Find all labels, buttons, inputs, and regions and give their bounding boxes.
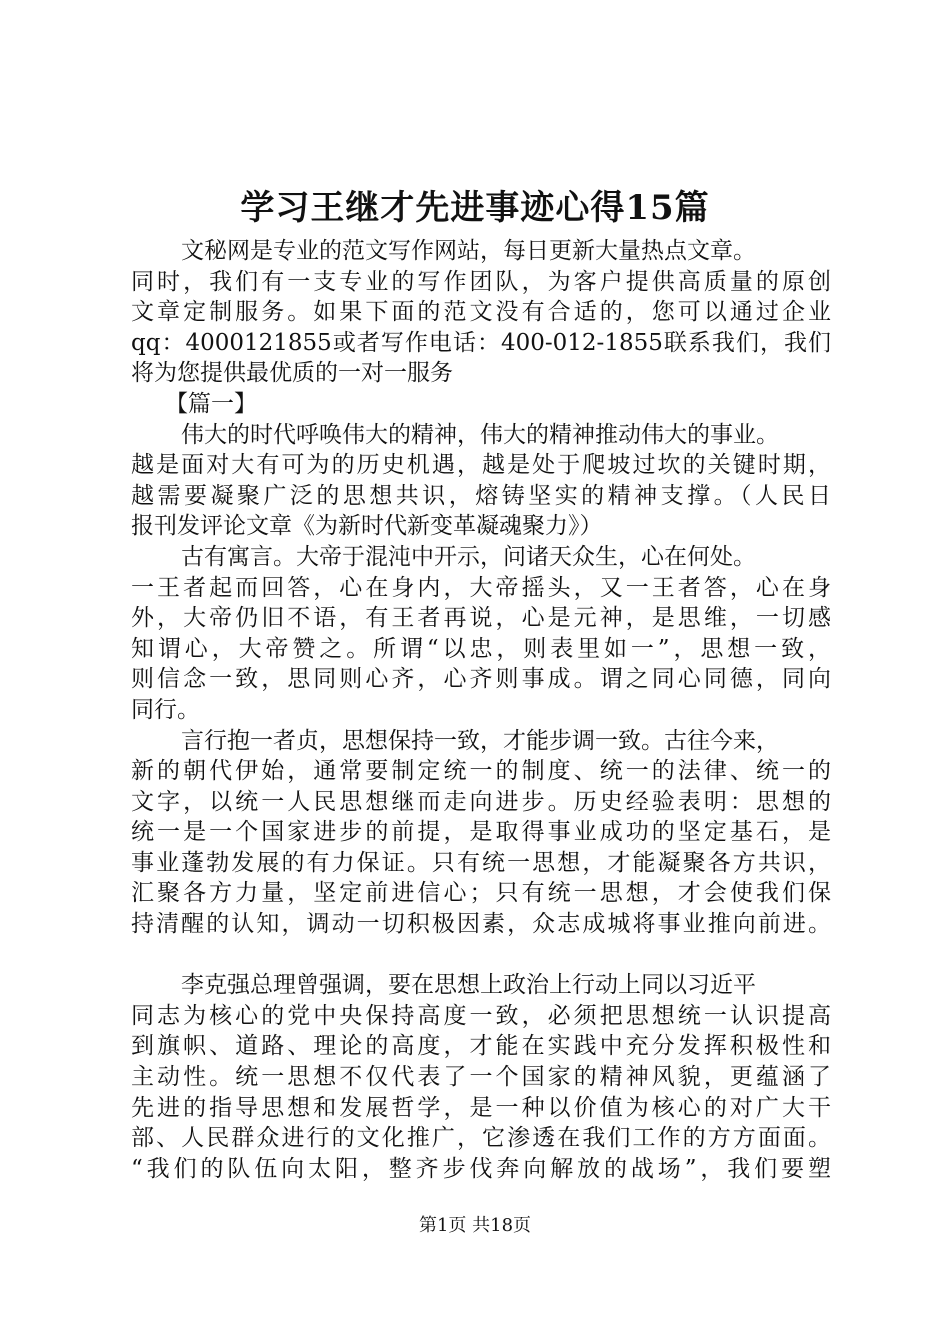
paragraph-line: 报刊发评论文章《为新时代新变革凝魂聚力》） xyxy=(131,513,603,540)
paragraph-line: 部、人民群众进行的文化推广，它渗透在我们工作的方方面面。 xyxy=(131,1125,831,1152)
paragraph-line: 言行抱一者贞，思想保持一致，才能步调一致。古往今来， xyxy=(181,727,779,754)
paragraph-line: 文字，以统一人民思想继而走向进步。历史经验表明：思想的 xyxy=(131,788,831,815)
paragraph-line: 则信念一致，思同则心齐，心齐则事成。谓之同心同德，同向 xyxy=(131,666,831,693)
paragraph-line: 新的朝代伊始，通常要制定统一的制度、统一的法律、统一的 xyxy=(131,758,831,785)
section-heading: 【篇一】 xyxy=(165,390,257,417)
paragraph-line: 文章定制服务。如果下面的范文没有合适的，您可以通过企业 xyxy=(131,299,831,326)
paragraph-line: 一王者起而回答，心在身内，大帝摇头，又一王者答，心在身 xyxy=(131,574,831,601)
paragraph-line: 到旗帜、道路、理论的高度，才能在实践中充分发挥积极性和 xyxy=(131,1033,831,1060)
paragraph-line: 越需要凝聚广泛的思想共识，熔铸坚实的精神支撑。（人民日 xyxy=(131,482,831,509)
paragraph-line: 外，大帝仍旧不语，有王者再说，心是元神，是思维，一切感 xyxy=(131,605,831,632)
paragraph-line: 同志为核心的党中央保持高度一致，必须把思想统一认识提高 xyxy=(131,1002,831,1029)
paragraph-line: 古有寓言。大帝于混沌中开示，问诸天众生，心在何处。 xyxy=(181,543,756,570)
blank-line xyxy=(131,940,831,971)
page-number: 第1页 共18页 xyxy=(418,1215,532,1236)
paragraph-line: 统一是一个国家进步的前提，是取得事业成功的坚定基石，是 xyxy=(131,819,831,846)
document-body xyxy=(131,236,831,1184)
paragraph-line: 汇聚各方力量，坚定前进信心；只有统一思想，才会使我们保 xyxy=(131,880,831,907)
paragraph-line: 伟大的时代呼唤伟大的精神，伟大的精神推动伟大的事业。 xyxy=(181,421,779,448)
document-title: 学习王继才先进事迹心得15篇 xyxy=(240,188,710,228)
paragraph-line: “我们的队伍向太阳，整齐步伐奔向解放的战场”，我们要塑 xyxy=(131,1155,831,1182)
paragraph-line: 李克强总理曾强调，要在思想上政治上行动上同以习近平 xyxy=(181,972,756,999)
paragraph-line: 先进的指导思想和发展哲学，是一种以价值为核心的对广大干 xyxy=(131,1094,831,1121)
paragraph-line: 越是面对大有可为的历史机遇，越是处于爬坡过坎的关键时期， xyxy=(131,452,831,479)
paragraph-line: 持清醒的认知，调动一切积极因素，众志成城将事业推向前进。 xyxy=(131,911,831,938)
paragraph-line: 事业蓬勃发展的有力保证。只有统一思想，才能凝聚各方共识， xyxy=(131,849,831,876)
paragraph-line: qq：4000121855或者写作电话：400-012-1855联系我们，我们 xyxy=(131,329,831,356)
paragraph-line: 将为您提供最优质的一对一服务 xyxy=(131,360,453,387)
paragraph-line: 同时，我们有一支专业的写作团队，为客户提供高质量的原创 xyxy=(131,268,831,295)
paragraph-line: 主动性。统一思想不仅代表了一个国家的精神风貌，更蕴涵了 xyxy=(131,1064,831,1091)
paragraph-line: 文秘网是专业的范文写作网站，每日更新大量热点文章。 xyxy=(181,238,756,264)
paragraph-line: 知谓心，大帝赞之。所谓“以忠，则表里如一”，思想一致， xyxy=(131,635,831,662)
paragraph-line: 同行。 xyxy=(131,696,200,723)
